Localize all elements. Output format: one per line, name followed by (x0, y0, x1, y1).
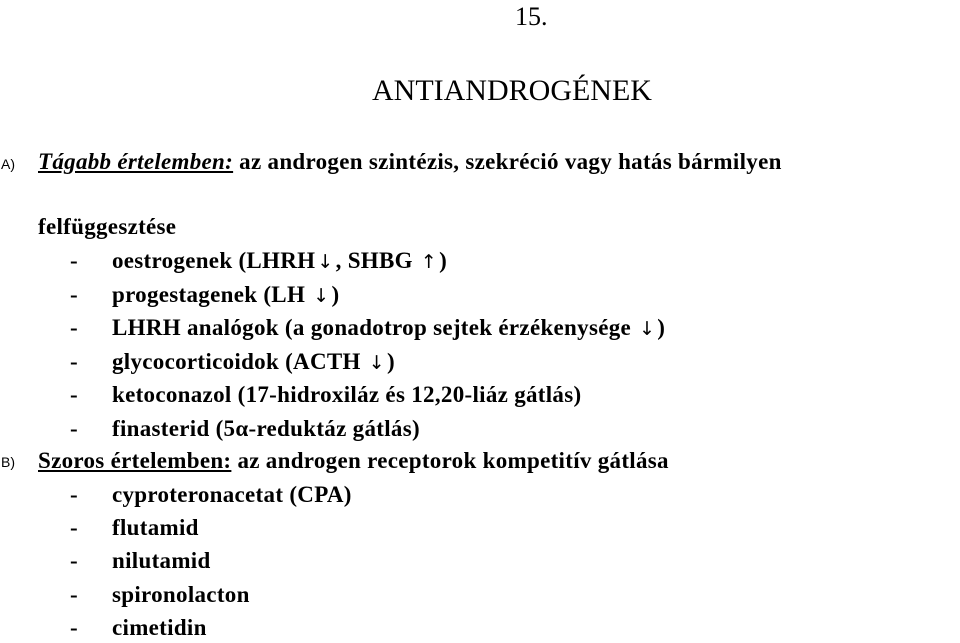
arrow-down-icon: ↓ (368, 351, 385, 374)
section-b-text: az androgen receptorok kompetitív gátlása (231, 448, 669, 473)
section-b-marker: B) (1, 454, 15, 470)
list-item (70, 347, 395, 378)
list-dash: - (70, 614, 78, 640)
list-item (70, 246, 447, 277)
list-dash: - (70, 482, 78, 507)
list-item-text: ketoconazol (17-hidroxiláz és 12,20-liáz gátlás) (112, 382, 582, 408)
list-item (70, 480, 352, 510)
list-item (70, 414, 420, 444)
list-dash: - (70, 348, 78, 374)
list-item (70, 513, 199, 543)
list-item (70, 313, 665, 344)
page-number: 15. (515, 2, 548, 31)
list-dash: - (70, 416, 78, 441)
list-item-text: oestrogenek (LHRH (112, 248, 316, 273)
list-item-text: cyproteronacetat (CPA) (112, 482, 352, 507)
list-item-text: progestagenek (LH (112, 281, 312, 307)
list-item-text: spironolacton (112, 581, 250, 607)
section-b-lead: Szoros értelemben: (38, 448, 232, 473)
list-item-text: finasterid (5α-reduktáz gátlás) (112, 416, 420, 441)
list-item-text: ) (657, 315, 666, 341)
list-item-text: cimetidin (112, 614, 207, 640)
list-dash: - (70, 515, 78, 541)
list-item-text: LHRH analógok (a gonadotrop sejtek érzékenysége (112, 315, 638, 341)
list-dash: - (70, 315, 78, 341)
list-item (70, 380, 581, 410)
list-item-text: nilutamid (112, 548, 211, 574)
section-a-heading (38, 147, 782, 177)
list-item-text: glycocorticoidok (ACTH (112, 348, 367, 374)
section-a-continuation: felfüggesztése (38, 214, 177, 239)
list-item (70, 280, 339, 311)
arrow-down-icon: ↓ (317, 251, 334, 273)
list-item-text: flutamid (112, 515, 199, 541)
document-title: ANTIANDROGÉNEK (372, 74, 652, 107)
list-item-text: , SHBG (335, 248, 419, 273)
list-item (70, 546, 211, 576)
list-dash: - (70, 281, 78, 307)
list-dash: - (70, 248, 78, 273)
section-a-marker: A) (1, 156, 15, 172)
list-dash: - (70, 548, 78, 574)
arrow-down-icon: ↓ (313, 284, 330, 307)
list-item-text: ) (331, 281, 340, 307)
list-item (70, 580, 250, 610)
section-a-text: az androgen szintézis, szekréció vagy hatás bármilyen (233, 149, 782, 174)
list-dash: - (70, 581, 78, 607)
section-a-lead: Tágabb értelemben: (38, 149, 234, 174)
arrow-down-icon: ↓ (639, 318, 656, 341)
arrow-up-icon: ↑ (420, 251, 438, 273)
list-item-text: ) (439, 248, 448, 273)
section-b-heading (38, 446, 669, 476)
list-item-text: ) (387, 348, 395, 374)
list-dash: - (70, 382, 78, 408)
list-item (70, 613, 207, 643)
